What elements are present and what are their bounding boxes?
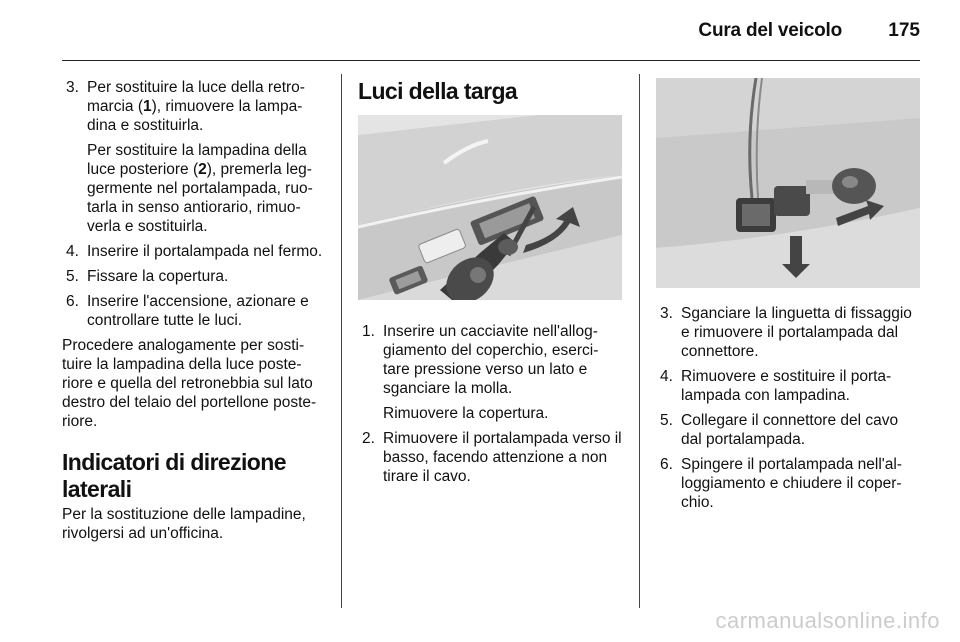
column-1 <box>62 78 328 543</box>
section-heading: Luci della targa <box>358 78 518 104</box>
column-divider-2 <box>639 74 640 608</box>
list-item <box>656 367 922 405</box>
figure-bulb-holder <box>656 78 920 288</box>
step-number: 2. <box>362 430 375 447</box>
step-text: Sganciare la linguetta di fissaggio e rimuovere il portalampada dal connettore. <box>681 305 912 360</box>
list-item <box>62 267 328 286</box>
list-item <box>62 242 328 261</box>
section-heading: Indicatori di direzione laterali <box>62 449 286 502</box>
body-paragraph: Procedere analogamente per sosti-tuire la lampadina della luce poste-riore e quella del retronebbia sul lato destro del telaio del portellone poste-riore. <box>62 337 317 430</box>
list-item <box>358 322 624 423</box>
step-text: Per sostituire la luce della retro-marcia (1), rimuovere la lampa-dina e sostituirla. <box>87 79 305 134</box>
step-text: Rimuovere e sostituire il porta-lampada con lampadina. <box>681 368 892 404</box>
step-number: 5. <box>66 268 79 285</box>
column-2 <box>358 78 624 492</box>
step-number: 6. <box>660 456 673 473</box>
page-header <box>0 0 960 62</box>
steps-list <box>62 78 328 330</box>
column-divider-1 <box>341 74 342 608</box>
step-number: 3. <box>660 305 673 322</box>
column-3 <box>656 78 922 518</box>
list-item <box>656 304 922 361</box>
list-item <box>62 292 328 330</box>
page-number: 175 <box>888 20 920 41</box>
steps-list <box>656 304 922 512</box>
step-number: 5. <box>660 412 673 429</box>
watermark: carmanualsonline.info <box>715 608 940 633</box>
step-number: 1. <box>362 323 375 340</box>
bulb-holder-illustration <box>656 78 920 288</box>
step-text: Collegare il connettore del cavo dal portalampada. <box>681 412 899 448</box>
list-item <box>62 78 328 236</box>
step-subtext: Rimuovere la copertura. <box>383 405 549 422</box>
step-subtext: Per sostituire la lampadina della luce posteriore (2), premerla leg-germente nel portalampada, ruo-tarla in senso antiorario, rimuo-verla e sostituirla. <box>87 142 313 235</box>
figure-screwdriver-cover <box>358 115 622 300</box>
step-number: 4. <box>660 368 673 385</box>
step-text: Inserire un cacciavite nell'allog-giamento del coperchio, eserci-tare pressione verso un lato e sganciare la molla. <box>383 323 599 397</box>
step-number: 3. <box>66 79 79 96</box>
step-text: Rimuovere il portalampada verso il basso, facendo attenzione a non tirare il cavo. <box>383 430 622 485</box>
step-number: 4. <box>66 243 79 260</box>
steps-list <box>358 322 624 486</box>
screwdriver-illustration <box>358 115 622 300</box>
step-text: Fissare la copertura. <box>87 268 229 285</box>
list-item <box>358 429 624 486</box>
header-rule <box>62 60 920 61</box>
step-number: 6. <box>66 293 79 310</box>
step-text: Inserire l'accensione, azionare e controllare tutte le luci. <box>87 293 309 329</box>
section-text: Per la sostituzione delle lampadine, rivolgersi ad un'officina. <box>62 506 306 542</box>
step-text: Spingere il portalampada nell'al-loggiamento e chiudere il coper-chio. <box>681 456 902 511</box>
step-text: Inserire il portalampada nel fermo. <box>87 243 323 260</box>
list-item <box>656 411 922 449</box>
section-title: Cura del veicolo <box>698 20 842 41</box>
list-item <box>656 455 922 512</box>
